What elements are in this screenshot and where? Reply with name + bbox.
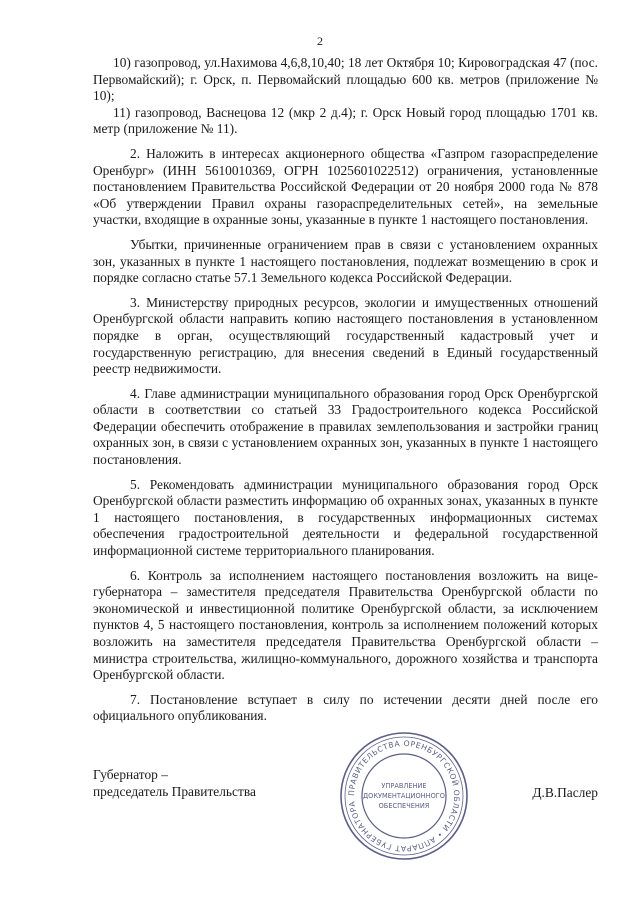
- paragraph-item-11: 11) газопровод, Васнецова 12 (мкр 2 д.4); г. Орск Новый город площадью 1701 кв. метр (приложение № 11).: [93, 104, 598, 137]
- paragraph-losses: Убытки, причиненные ограничением прав в связи с установлением охранных зон, указанных в пункте 1 настоящего постановления, подлежат возмещению в срок и порядке согласно статье 57.1 Земельного кодекса Российской Федерации.: [93, 236, 598, 286]
- page-number: 2: [317, 34, 323, 48]
- stamp-line-3: ОБЕСПЕЧЕНИЯ: [378, 802, 430, 810]
- signatory-name: Д.В.Паслер: [532, 785, 598, 800]
- signatory-position-line1: Губернатор –: [93, 767, 168, 782]
- stamp-line-1: УПРАВЛЕНИЕ: [381, 782, 427, 790]
- stamp-ring-text: ПРАВИТЕЛЬСТВА ОРЕНБУРГСКОЙ ОБЛАСТИ • АППАРАТ ГУБЕРНАТОРА: [346, 738, 462, 854]
- paragraph-clause-7: 7. Постановление вступает в силу по истечении десяти дней после его официального опубликования.: [93, 691, 598, 724]
- official-stamp: [338, 730, 470, 862]
- paragraph-clause-4: 4. Главе администрации муниципального образования город Орск Оренбургской области в соответствии со статьей 33 Градостроительного кодекса Российской Федерации обеспечить отображение в правилах землепользования и застройки границ охранных зон, в связи с установлением охранных зон, указанных в пункте 1 настоящего постановления.: [93, 385, 598, 468]
- paragraph-clause-2: 2. Наложить в интересах акционерного общества «Газпром газораспределение Оренбург» (ИНН 5610010369, ОГРН 1025601022512) ограничения, установленные постановлением Правительства Российской Федерации от 20 ноября 2000 года № 878 «Об утверждении Правил охраны газораспределительных сетей», на земельные участки, входящие в охранные зоны, указанные в пункте 1 настоящего постановления.: [93, 145, 598, 228]
- paragraph-clause-6: 6. Контроль за исполнением настоящего постановления возложить на вице-губернатора – заместителя председателя Правительства Оренбургской области по экономической и инвестиционной политике Оренбургской области, за исключением пунктов 4, 5 настоящего постановления, контроль за исполнением положений которых возложить на заместителя председателя Правительства Оренбургской области – министра строительства, жилищно-коммунального, дорожного хозяйства и транспорта Оренбургской области.: [93, 567, 598, 683]
- document-body: [93, 55, 598, 725]
- signatory-position: [93, 767, 256, 800]
- paragraph-item-10: 10) газопровод, ул.Нахимова 4,6,8,10,40; 18 лет Октября 10; Кировоградская 47 (пос. Первомайский); г. Орск, п. Первомайский площадью 600 кв. метров (приложение № 10);: [93, 55, 598, 104]
- paragraph-clause-5: 5. Рекомендовать администрации муниципального образования город Орск Оренбургской области разместить информацию об охранных зонах, указанных в пункте 1 настоящего постановления, в государственных информационных системах обеспечения градостроительной деятельности и федеральной государственной информационной системе территориального планирования.: [93, 476, 598, 559]
- paragraph-clause-3: 3. Министерству природных ресурсов, экологии и имущественных отношений Оренбургской области направить копию настоящего постановления в установленном порядке в орган, осуществляющий государственный кадастровый учет и государственную регистрацию, для внесения сведений в Единый государственный реестр недвижимости.: [93, 294, 598, 377]
- stamp-line-2: ДОКУМЕНТАЦИОННОГО: [363, 792, 445, 800]
- signatory-position-line2: председатель Правительства: [93, 783, 256, 799]
